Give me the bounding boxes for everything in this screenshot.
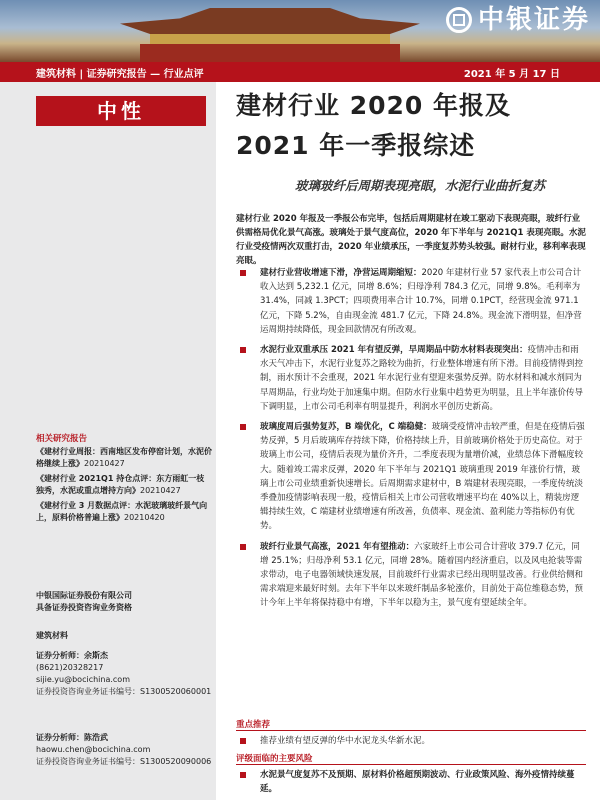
category-bar <box>0 62 600 82</box>
report-date: 2021 年 5 月 17 日 <box>463 69 560 80</box>
report-category: 建筑材料 | 证券研究报告 — 行业点评 <box>36 69 204 80</box>
palace-roof <box>120 8 420 34</box>
bullet-square-icon <box>240 424 246 430</box>
bullet-square-icon <box>240 270 246 276</box>
bullet-square-icon <box>240 347 246 353</box>
analyst-2: 证券分析师：陈浩武 haowu.chen@bocichina.com 证券投资咨询业务证书编号：S1300520090006 <box>36 733 212 766</box>
firm-name: 中银国际证券股份有限公司 <box>36 591 132 600</box>
analyst-1: 证券分析师：余斯杰 (8621)20328217 sijie.yu@bocichina.com 证券投资咨询业务证书编号：S1300520060001 <box>36 651 212 696</box>
palace-hall <box>140 44 400 62</box>
section-divider <box>236 764 586 765</box>
key-point: 玻璃度周后强势复苏，B 端优化，C 端稳健：玻璃受疫情冲击较严重，但是在疫情后强势反弹，5 月后玻璃库存持续下降，价格持续上升，目前玻璃价格处于历史高位。对于玻璃上市公司，疫情后表现为量价齐升，二季度表现为量增价减，业绩总体下滑幅度较大。随着竣工需求反弹，2020 年下半年与 2021Q1 玻璃重现 2019 年涨价行情，玻璃上市公司业绩重新快速增长。后周期需求建材中，B 端建材表现亮眼，一季度传统淡季叠加疫情影响表现一般，疫情后相关上市公司营收增速平均在 40%以上，精装房逻辑持续生效，C 端建材业绩增速有所改善，负债率、现金流、盈利能力等指标仍有优势。 <box>236 420 586 534</box>
bullet-square-icon <box>240 772 246 778</box>
risk-point: 水泥景气度复苏不及预期、原材料价格超预期波动、行业政策风险、海外疫情持续蔓延。 <box>236 768 586 796</box>
recommend-point: 推荐业绩有望反弹的华中水泥龙头华新水泥。 <box>236 734 586 748</box>
report-title: 建材行业 2020 年报及 2021 年一季报综述 <box>236 91 511 160</box>
analyst-email[interactable]: haowu.chen@bocichina.com <box>36 745 151 754</box>
section-divider <box>236 730 586 731</box>
firm-info <box>36 590 212 614</box>
key-point: 玻纤行业景气高涨，2021 年有望推动：六家玻纤上市公司合计营收 379.7 亿元，同增 25.1%；归母净利 53.1 亿元，同增 28%。随着国内经济重启，以及风电抢装等需求带动，电子电器领域快速发展，目前玻纤行业需求已经出现明显改善。行业供给侧和需求端迎来最好时刻。去年下半年以来玻纤制品多轮涨价，目前处于高位维稳态势，预计今年上半年将保持稳中有增，下半年以稳为主，景气度有望延续全年。 <box>236 540 586 611</box>
section-recommend-title: 重点推荐 <box>236 720 271 730</box>
analyst-name: 余斯杰 <box>84 651 108 660</box>
brand-logo <box>446 6 590 34</box>
key-points <box>236 266 586 617</box>
related-report-item[interactable]: 《建材行业周报：西南地区发布停窑计划，水泥价格继续上涨》20210427 <box>36 447 212 468</box>
key-point: 建材行业营收增速下滑，净营运周期缩短：2020 年建材行业 57 家代表上市公司合计收入达到 5,232.1 亿元，同增 8.6%；归母净利 784.3 亿元，同增 9.8%。毛利率为 31.4%，同减 1.3PCT；四项费用率合计 10.7%，同增 0.1PCT，经营现金流 971.1 亿元，下降 5.2%，自由现金流 481.7 亿元，下降 24.8%。现金流下滑明显，但净营运周期持续降低，现金回款情况有所改观。 <box>236 266 586 337</box>
analyst-cert: 证券投资咨询业务证书编号：S1300520090006 <box>36 757 212 766</box>
related-reports-title: 相关研究报告 <box>36 434 88 444</box>
analyst-email[interactable]: sijie.yu@bocichina.com <box>36 675 130 684</box>
analyst-name: 陈浩武 <box>84 733 108 742</box>
section-risk-title: 评级面临的主要风险 <box>236 754 313 764</box>
palace-eave <box>150 34 390 44</box>
related-reports-list <box>36 446 212 527</box>
bullet-square-icon <box>240 544 246 550</box>
brand-name: 中银证券 <box>477 5 590 35</box>
analyst-cert: 证券投资咨询业务证书编号：S1300520060001 <box>36 687 212 696</box>
related-report-item[interactable]: 《建材行业 2021Q1 持仓点评：东方雨虹一枝独秀，水泥或重点增持方向》20210427 <box>36 474 205 495</box>
sector-label: 建筑材料 <box>36 631 68 640</box>
summary-paragraph: 建材行业 2020 年报及一季报公布完毕，包括后周期建材在竣工驱动下表现亮眼，玻纤行业供需格局优化景气高涨。玻璃处于景气度高位，2020 年下半年与 2021Q1 表现亮眼。水泥行业受疫情两次双重打击，2020 年业绩承压，一季度复苏势头较强。耐材行业，移利率表现亮眼。 <box>236 214 586 266</box>
bullet-square-icon <box>240 738 246 744</box>
report-subtitle: 玻璃玻纤后周期表现亮眼，水泥行业曲折复苏 <box>294 178 545 193</box>
key-point: 水泥行业双重承压 2021 年有望反弹，早周期品中防水材料表现突出：疫情冲击和雨水天气冲击下，水泥行业复苏之路较为曲折，行业整体增速有所下滑。目前疫情得到控制，雨水预计不会重现，2021 年水泥行业有望迎来强势反弹。防水材料和减水剂同为早周期品，行业均处于加速集中期。但防水行业集中趋势更为明显，且上半年涨价传导下调明显，上市公司毛利率有明显提升，利润水平创历史新高。 <box>236 343 586 414</box>
rating-badge: 中性 <box>36 96 206 126</box>
analyst-phone: (8621)20328217 <box>36 663 104 672</box>
firm-qualification: 具备证券投资咨询业务资格 <box>36 603 132 612</box>
header-banner <box>0 0 600 62</box>
boc-logo-icon <box>446 7 472 33</box>
related-report-item[interactable]: 《建材行业 3 月数据点评：水泥玻璃玻纤景气向上，原料价格普遍上涨》20210420 <box>36 501 208 522</box>
